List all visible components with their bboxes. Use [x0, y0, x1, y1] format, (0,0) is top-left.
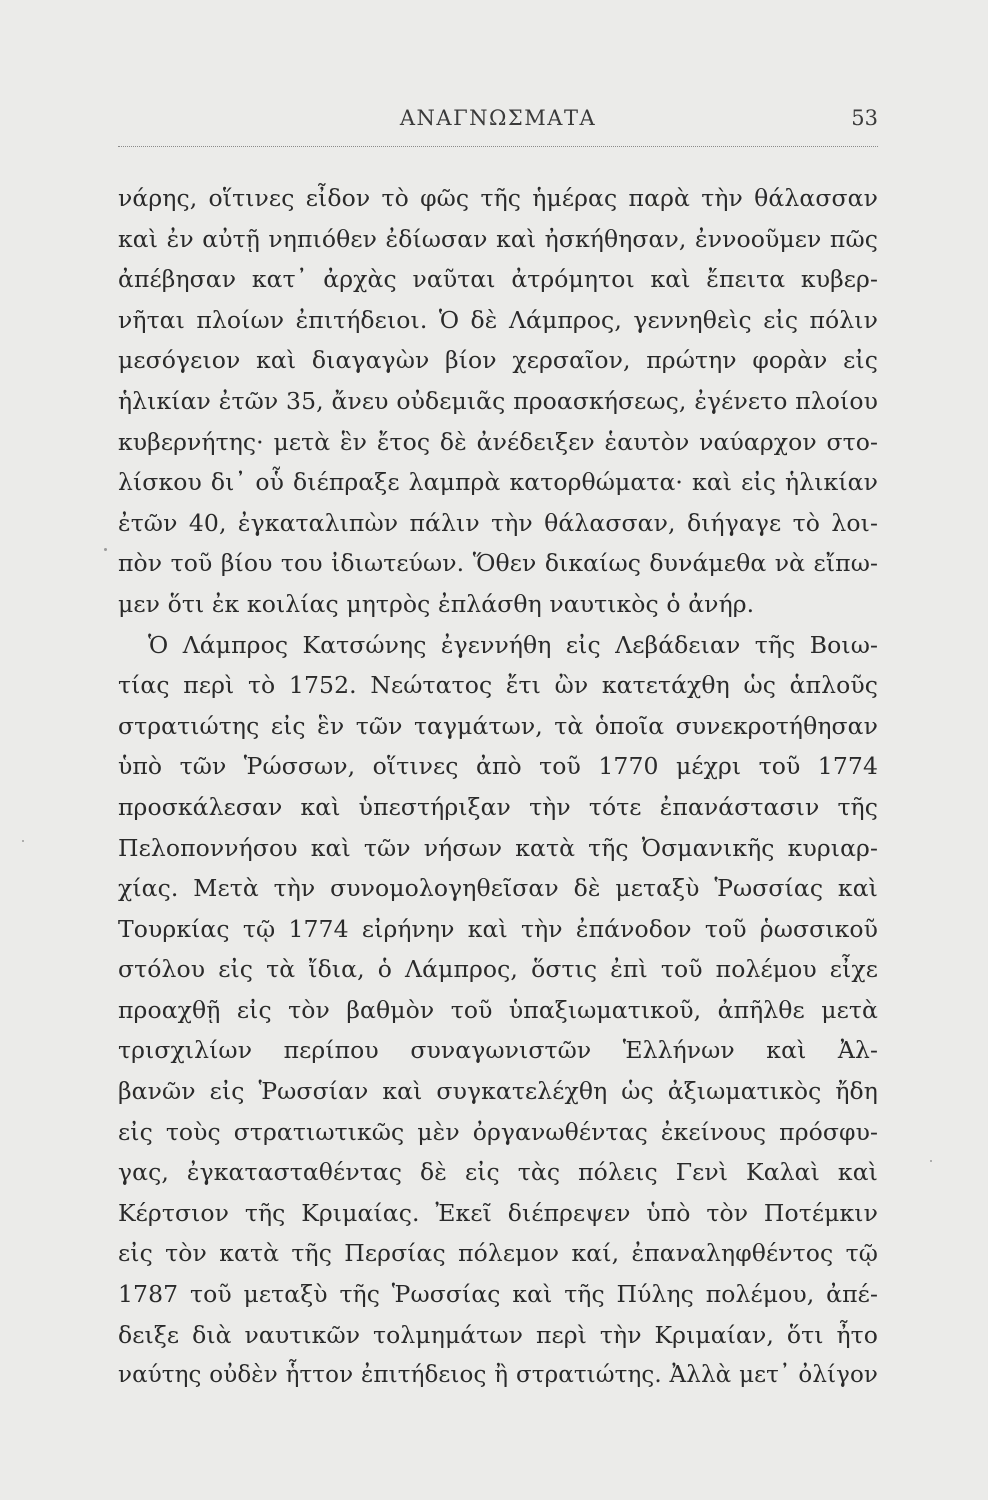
text-line: ἐτῶν 40, ἐγκαταλιπὼν πάλιν τὴν θάλασσαν, διήγαγε τὸ λοι-	[118, 508, 878, 537]
text-line: ναύτης οὐδὲν ἧττον ἐπιτήδειος ἢ στρατιώτης. Ἀλλὰ μετ᾿ ὀλίγον	[118, 1362, 878, 1389]
text-line: μεσόγειον καὶ διαγαγὼν βίον χερσαῖον, πρώτην φορὰν εἰς	[118, 346, 878, 375]
text-line: νῆται πλοίων ἐπιτήδειοι. Ὁ δὲ Λάμπρος, γεννηθεὶς εἰς πόλιν	[118, 305, 878, 334]
text-line: νάρης, οἵτινες εἶδον τὸ φῶς τῆς ἡμέρας παρὰ τὴν θάλασσαν	[118, 184, 878, 212]
text-line: Τουρκίας τῷ 1774 εἰρήνην καὶ τὴν ἐπάνοδον τοῦ ῥωσσικοῦ	[118, 914, 878, 943]
text-line: λίσκου δι᾿ οὗ διέπραξε λαμπρὰ κατορθώματα· καὶ εἰς ἡλικίαν	[118, 468, 878, 497]
body-text	[118, 178, 878, 1396]
text-line: στόλου εἰς τὰ ἴδια, ὁ Λάμπρος, ὅστις ἐπὶ τοῦ πολέμου εἶχε	[118, 955, 878, 984]
text-line: ὑπὸ τῶν Ῥώσσων, οἵτινες ἀπὸ τοῦ 1770 μέχρι τοῦ 1774	[118, 752, 878, 781]
text-line: δειξε διὰ ναυτικῶν τολμημάτων περὶ τὴν Κριμαίαν, ὅτι ἦτο	[118, 1320, 878, 1349]
text-line: ἀπέβησαν κατ᾿ ἀρχὰς ναῦται ἀτρόμητοι καὶ ἔπειτα κυβερ-	[118, 265, 878, 294]
paper-speck	[104, 548, 107, 551]
text-line: τίας περὶ τὸ 1752. Νεώτατος ἔτι ὢν κατετάχθη ὡς ἁπλοῦς	[118, 671, 878, 700]
text-line: 1787 τοῦ μεταξὺ τῆς Ῥωσσίας καὶ τῆς Πύλης πολέμου, ἀπέ-	[118, 1280, 878, 1309]
header-divider	[118, 146, 878, 147]
text-line: προσκάλεσαν καὶ ὑπεστήριξαν τὴν τότε ἐπανάστασιν τῆς	[118, 792, 878, 821]
page-number: 53	[851, 106, 878, 130]
text-line: εἰς τοὺς στρατιωτικῶς μὲν ὀργανωθέντας ἐκείνους πρόσφυ-	[118, 1117, 878, 1146]
text-line: ἡλικίαν ἐτῶν 35, ἄνευ οὐδεμιᾶς προασκήσεως, ἐγένετο πλοίου	[118, 386, 878, 415]
text-line: χίας. Μετὰ τὴν συνομολογηθεῖσαν δὲ μεταξὺ Ῥωσσίας καὶ	[118, 874, 878, 903]
text-line: κυβερνήτης· μετὰ ἓν ἔτος δὲ ἀνέδειξεν ἑαυτὸν ναύαρχον στο-	[118, 427, 878, 456]
text-line: προαχθῇ εἰς τὸν βαθμὸν τοῦ ὑπαξιωματικοῦ, ἀπῆλθε μετὰ	[118, 995, 878, 1024]
paper-speck	[22, 840, 24, 842]
running-title: ΑΝΑΓΝΩΣΜΑΤΑ	[399, 106, 597, 130]
text-line: Κέρτσιον τῆς Κριμαίας. Ἐκεῖ διέπρεψεν ὑπὸ τὸν Ποτέμκιν	[118, 1198, 878, 1227]
text-line: καὶ ἐν αὐτῇ νηπιόθεν ἐδίωσαν καὶ ἠσκήθησαν, ἐννοοῦμεν πῶς	[118, 224, 878, 253]
paragraph-start-line: Ὁ Λάμπρος Κατσώνης ἐγεννήθη εἰς Λεβάδειαν τῆς Βοιω-	[148, 630, 878, 659]
text-line: τρισχιλίων περίπου συναγωνιστῶν Ἑλλήνων καὶ Ἀλ-	[118, 1036, 878, 1065]
text-line: Πελοποννήσου καὶ τῶν νήσων κατὰ τῆς Ὀσμανικῆς κυριαρ-	[118, 833, 878, 862]
text-line: μεν ὅτι ἐκ κοιλίας μητρὸς ἐπλάσθη ναυτικὸς ὁ ἀνήρ.	[118, 589, 755, 618]
text-line: στρατιώτης εἰς ἓν τῶν ταγμάτων, τὰ ὁποῖα συνεκροτήθησαν	[118, 711, 878, 740]
running-head	[118, 106, 878, 136]
text-line: εἰς τὸν κατὰ τῆς Περσίας πόλεμον καί, ἐπαναληφθέντος τῷ	[118, 1239, 878, 1268]
text-line: πὸν τοῦ βίου του ἰδιωτεύων. Ὅθεν δικαίως δυνάμεθα νὰ εἴπω-	[118, 549, 878, 578]
text-line: βανῶν εἰς Ῥωσσίαν καὶ συγκατελέχθη ὡς ἀξιωματικὸς ἤδη	[118, 1077, 878, 1106]
paper-speck	[930, 1160, 932, 1162]
text-line: γας, ἐγκατασταθέντας δὲ εἰς τὰς πόλεις Γενὶ Καλαὶ καὶ	[118, 1158, 878, 1187]
